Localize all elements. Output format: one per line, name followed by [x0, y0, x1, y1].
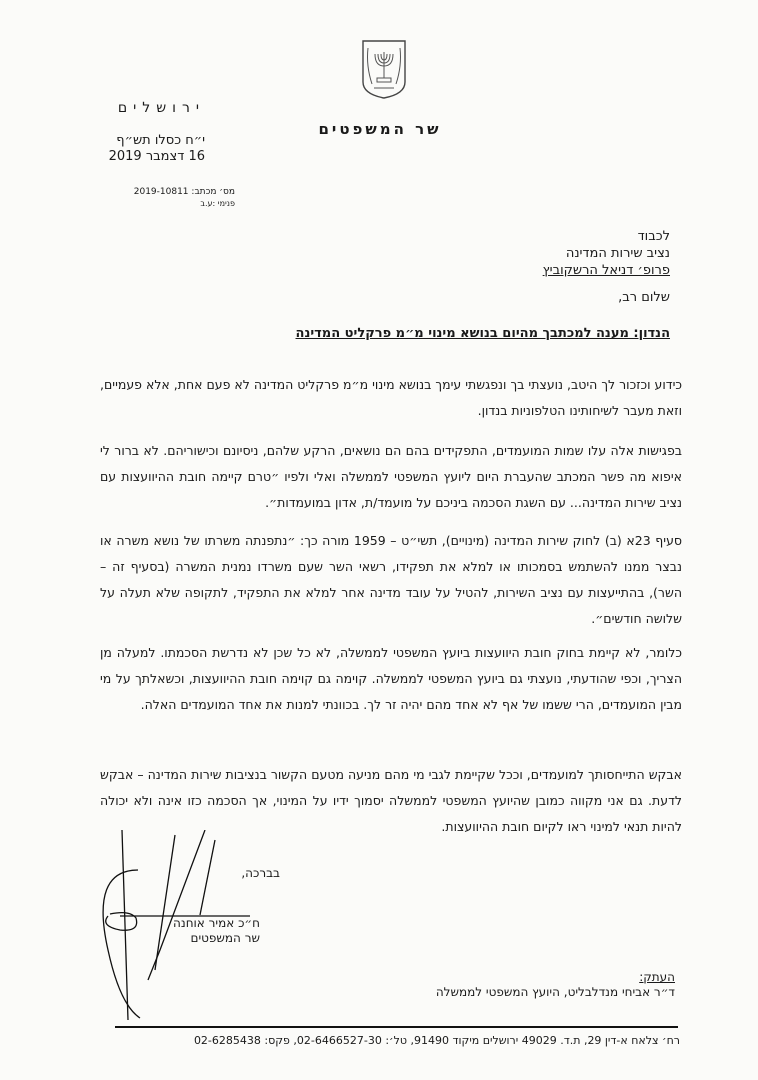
recipient-title: נציב שירות המדינה — [565, 246, 670, 261]
letter-number-label: מס׳ מכתב: — [191, 187, 235, 197]
recipient-name: פרופ׳ דניאל הרשקוביץ — [542, 263, 670, 278]
hebrew-date: י״ח כסלו תש״ף — [116, 133, 205, 148]
body-paragraph: כלומר, לא קיימת בחוק חובת היוועצות ביועץ המשפטי לממשלה, לא כל שכן לא נדרשת הסכמתו. למעלה מן הצריך, וכפי שהודעתי, נועצתי גם ביועץ המשפטי לממשלה. קוימה גם קוימה חובת ההיוועצות, וכשאלתך על מי מבין המועמדים, הרי ששמו של אף לא אחד מהם יהיה זר לך. בכוונתי למנות את אחד המועמדים האלה. — [100, 645, 682, 712]
letter-number-value: 2019-10811 — [133, 187, 189, 197]
footer-divider — [115, 1026, 678, 1028]
gregorian-date: 16 דצמבר 2019 — [108, 149, 205, 164]
greeting: שלום רב, — [618, 290, 670, 305]
footer-address: רח׳ צלאח א-דין 29, ת.ד. 49029 ירושלים מיקוד 91490, טל׳: 02-6466527-30, פקס: 02-6285438 — [193, 1034, 680, 1047]
cc-label: העתק: — [639, 970, 675, 984]
signer-title: שר המשפטים — [190, 931, 260, 945]
body-paragraph: כידוע וכזכור לך היטב, נועצתי בך ונפגשתי עימך בנושא מינוי מ״מ פרקליט המדינה לא פעם אחת, אלא פעמיים, וזאת מעבר לשיחותינו הטלפוניות בנדון. — [100, 377, 682, 418]
signer-name: ח״כ אמיר אוחנה — [173, 916, 260, 930]
body-paragraph: סעיף 23א (ב) לחוק שירות המדינה (מינויים), תשי״ט – 1959 מורה כך: ״נתפנתה משרתו של נושא משרה או נבצר ממנו להשתמש בסמכותו או למלא את תפקידו, רשאי השר שעם משרדו נמנית המשרה (בסעיף זה – השר), בהתייעצות עם נציב השירות, להטיל על עובד מדינה אחר למלא את התפקיד, לתקופה שלא תעלה על שלושה חודשים״. — [100, 533, 683, 626]
city-name: ירושלים — [117, 100, 205, 116]
cc-recipient: ד״ר אביחי מנדלבליט, היועץ המשפטי לממשלה — [435, 985, 675, 999]
subject-line: הנדון: מענה למכתבך מהיום בנושא מינוי מ״מ פרקליט המדינה — [295, 326, 670, 341]
signer-block — [150, 916, 260, 946]
recipient-block — [380, 228, 670, 279]
body-paragraph: בפגישות אלה עלו שמות המועמדים, התפקידים בהם הם נושאים, הרקע שלהם, ניסיונם וכישוריהם. לא ברור לי איפוא מה פשר המכתב שהעברת היום ליועץ המשפטי לממשלה ואלי ולפיו ״טרם קיימה חובת ההיוועצות עם נציב שירות המדינה... עם השגת הסכמה ביניכם על מועמד/ת, אדון במועמדות״. — [100, 443, 682, 510]
body-paragraph: אבקש התייחסותך למועמדים, וככל שקיימת לגבי מי מהם מניעה מטעם הקשור בנציבות שירות המדינה – אבקש לדעת. גם אני מקווה כמובן שהיועץ המשפטי לממשלה יסמוך ידיו על המינוי, אך הסכמה כזו אינה ולא יכולה להיות תנאי למינוי ראו לקיום חובת ההיוועצות. — [100, 767, 682, 834]
sign-off: בברכה, — [241, 866, 280, 880]
letter-number — [95, 187, 235, 197]
recipient-prefix: לכבוד — [637, 229, 670, 244]
classification: פנימי :ע.ב — [200, 199, 235, 208]
state-emblem-icon — [360, 38, 408, 100]
office-title: שר המשפטים — [318, 120, 442, 138]
